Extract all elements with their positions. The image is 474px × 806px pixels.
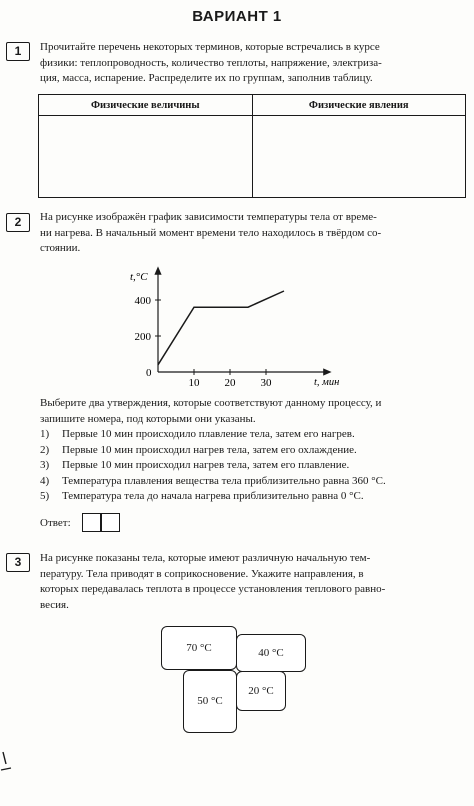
task-1-line-2: физики: теплопроводность, количество теплоты, напряжение, электриза- — [40, 56, 382, 69]
task-2-line-2: ни нагрева. В начальный момент времени тело находилось в твёрдом со- — [40, 226, 382, 239]
page-title: ВАРИАНТ 1 — [192, 8, 282, 25]
options-list — [40, 427, 386, 505]
task-2-question — [40, 396, 464, 427]
block-40c: 40 °C — [236, 634, 306, 672]
task-3-number: 3 — [6, 553, 30, 572]
task-3-text — [40, 551, 464, 613]
header-quantities: Физические величины — [39, 95, 253, 116]
task-2-number: 2 — [6, 213, 30, 232]
x-tick-label: 20 — [224, 377, 236, 389]
block-70c: 70 °C — [161, 626, 237, 670]
answer-box-1[interactable] — [82, 513, 101, 532]
y-tick-label: 400 — [134, 295, 151, 307]
task-1-number: 1 — [6, 42, 30, 61]
task-1-text — [40, 40, 464, 87]
task-3-line-2: пературу. Тела приводят в соприкосновение. Укажите направления, в — [40, 567, 364, 580]
origin-label: 0 — [146, 367, 152, 379]
option-2[interactable]: 2) Первые 10 мин происходил нагрев тела, затем его охлаждение. — [40, 443, 357, 456]
task-3-line-3: которых передавалась теплота в процессе установления теплового равно- — [40, 583, 386, 595]
phenomena-cell[interactable] — [252, 116, 466, 198]
option-5[interactable]: 5) Температура тела до начала нагрева приблизительно равна 0 °С. — [40, 490, 364, 502]
block-20c: 20 °C — [236, 671, 286, 711]
task-1-line-1: Прочитайте перечень некоторых терминов, которые встречались в курсе — [40, 41, 380, 53]
question-line-1: Выберите два утверждения, которые соответствуют данному процессу, и — [40, 397, 382, 409]
x-axis-label: t, мин — [314, 377, 340, 388]
x-tick-label: 10 — [188, 377, 200, 389]
temperature-series-line — [158, 291, 284, 365]
task-1-line-3: ция, масса, испарение. Распределите их по группам, заполнив таблицу. — [40, 72, 373, 84]
option-4[interactable]: 4) Температура плавления вещества тела приблизительно равна 360 °С. — [40, 474, 386, 487]
task-2-line-1: На рисунке изображён график зависимости температуры тела от време- — [40, 211, 377, 223]
y-axis-label: t,°C — [130, 271, 148, 283]
block-50c: 50 °C — [183, 670, 237, 733]
question-line-2: запишите номера, под которыми они указаны. — [40, 412, 256, 425]
task-2-text — [40, 210, 464, 257]
option-3[interactable]: 3) Первые 10 мин происходил нагрев тела, затем его плавление. — [40, 459, 350, 471]
temperature-chart — [100, 264, 350, 394]
task-3-line-4: весия. — [40, 598, 69, 611]
margin-mark — [0, 748, 14, 774]
y-tick-label: 200 — [134, 331, 151, 343]
quantities-cell[interactable] — [39, 116, 253, 198]
terms-table — [38, 94, 466, 198]
header-phenomena: Физические явления — [252, 95, 466, 116]
x-tick-label: 30 — [260, 377, 272, 389]
answer-label: Ответ: — [40, 517, 71, 529]
option-1[interactable]: 1) Первые 10 мин происходило плавление тела, затем его нагрев. — [40, 428, 355, 440]
answer-box-2[interactable] — [101, 513, 120, 532]
task-2-line-3: стоянии. — [40, 242, 81, 254]
task-3-line-1: На рисунке показаны тела, которые имеют различную начальную тем- — [40, 552, 371, 564]
